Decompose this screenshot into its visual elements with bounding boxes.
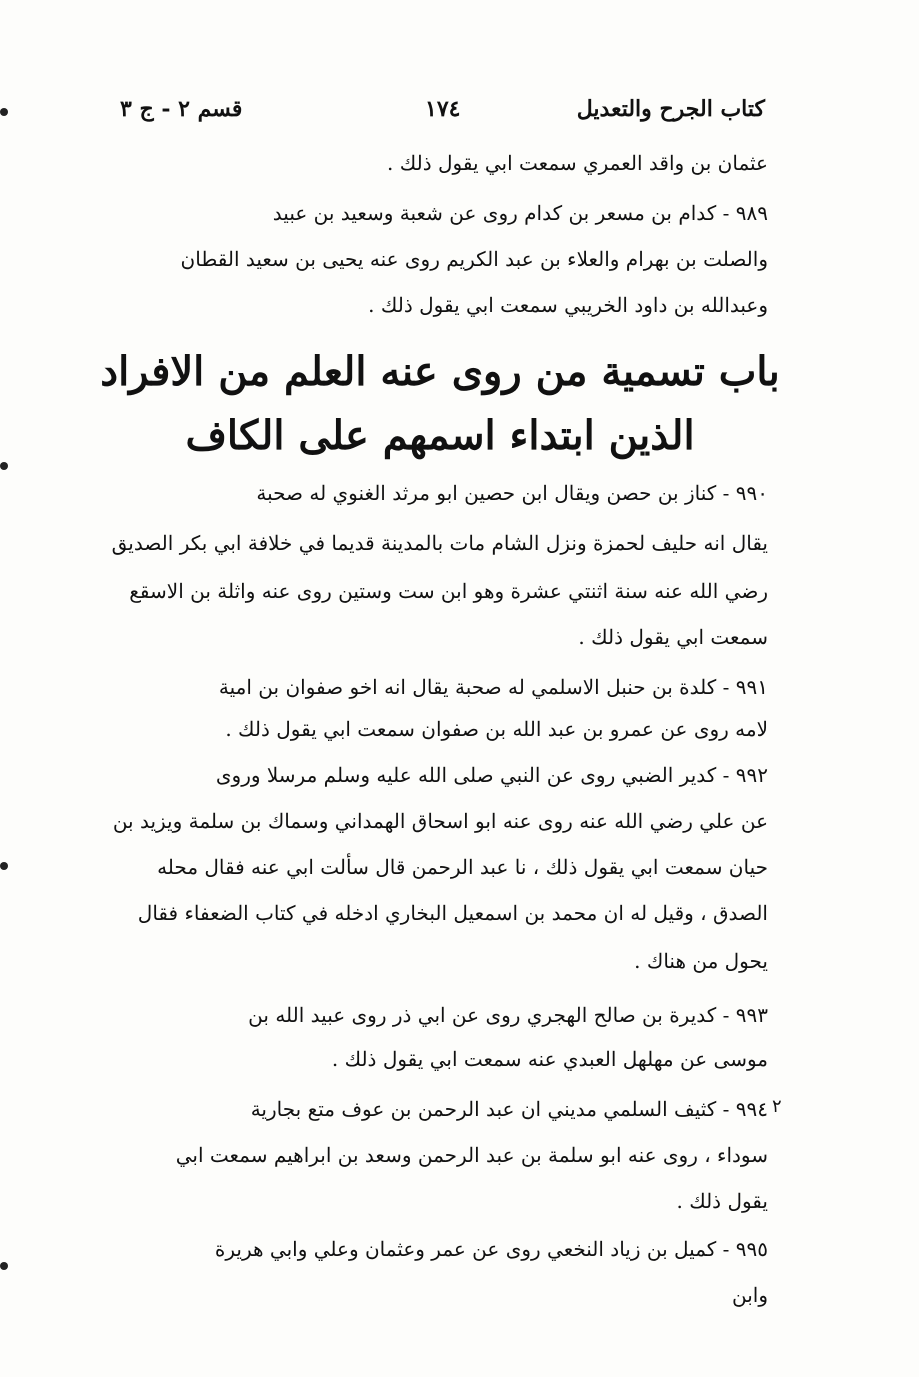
entry-991: ٩٩١ - كلدة بن حنبل الاسلمي له صحبة يقال انه اخو صفوان بن امية bbox=[218, 675, 768, 699]
page-number: ١٧٤ bbox=[425, 96, 461, 122]
text-line: رضي الله عنه سنة اثنتي عشرة وهو ابن ست وستين روى عنه واثلة بن الاسقع bbox=[129, 579, 768, 603]
book-title: كتاب الجرح والتعديل bbox=[576, 96, 765, 122]
text-line: والصلت بن بهرام والعلاء بن عبد الكريم روى عنه يحيى بن سعيد القطان bbox=[180, 247, 768, 271]
scan-mark bbox=[0, 862, 8, 870]
section-title-line2: الذين ابتداء اسمهم على الكاف bbox=[185, 412, 695, 459]
text-line: وابن bbox=[731, 1283, 768, 1307]
text-line: سمعت ابي يقول ذلك . bbox=[578, 625, 768, 649]
text-line: يقول ذلك . bbox=[676, 1189, 768, 1213]
entry-992: ٩٩٢ - كدير الضبي روى عن النبي صلى الله عليه وسلم مرسلا وروى bbox=[215, 763, 768, 787]
margin-note: ٢ bbox=[772, 1096, 782, 1117]
text-line: لامه روى عن عمرو بن عبد الله بن صفوان سمعت ابي يقول ذلك . bbox=[225, 717, 768, 741]
entry-989: ٩٨٩ - كدام بن مسعر بن كدام روى عن شعبة وسعيد بن عبيد bbox=[272, 201, 768, 225]
entry-995: ٩٩٥ - كميل بن زياد النخعي روى عن عمر وعثمان وعلي وابي هريرة bbox=[214, 1237, 768, 1261]
entry-990: ٩٩٠ - كناز بن حصن ويقال ابن حصين ابو مرثد الغنوي له صحبة bbox=[256, 481, 768, 505]
text-line: موسى عن مهلهل العبدي عنه سمعت ابي يقول ذلك . bbox=[331, 1047, 768, 1071]
text-line: يحول من هناك . bbox=[634, 949, 768, 973]
text-line: عن علي رضي الله عنه روى عنه ابو اسحاق الهمداني وسماك بن سلمة ويزيد بن bbox=[112, 809, 768, 833]
entry-994: ٩٩٤ - كثيف السلمي مديني ان عبد الرحمن بن عوف متع بجارية bbox=[250, 1097, 768, 1121]
scan-mark bbox=[0, 462, 8, 470]
part-volume: قسم ٢ - ج ٣ bbox=[120, 96, 243, 122]
section-title-line1: باب تسمية من روى عنه العلم من الافراد bbox=[100, 348, 780, 395]
text-line: الصدق ، وقيل له ان محمد بن اسمعيل البخاري ادخله في كتاب الضعفاء فقال bbox=[137, 901, 768, 925]
text-line: وعبدالله بن داود الخريبي سمعت ابي يقول ذلك . bbox=[368, 293, 768, 317]
page-header bbox=[110, 96, 765, 132]
text-line: حيان سمعت ابي يقول ذلك ، نا عبد الرحمن قال سألت ابي عنه فقال محله bbox=[157, 855, 768, 879]
text-line: يقال انه حليف لحمزة ونزل الشام مات بالمدينة قديما في خلافة ابي بكر الصديق bbox=[111, 531, 768, 555]
entry-993: ٩٩٣ - كديرة بن صالح الهجري روى عن ابي ذر روى عبيد الله بن bbox=[248, 1003, 768, 1027]
text-line: سوداء ، روى عنه ابو سلمة بن عبد الرحمن وسعد بن ابراهيم سمعت ابي bbox=[175, 1143, 768, 1167]
scan-mark bbox=[0, 1262, 8, 1270]
scan-mark bbox=[0, 108, 8, 116]
text-line: عثمان بن واقد العمري سمعت ابي يقول ذلك . bbox=[387, 151, 768, 175]
